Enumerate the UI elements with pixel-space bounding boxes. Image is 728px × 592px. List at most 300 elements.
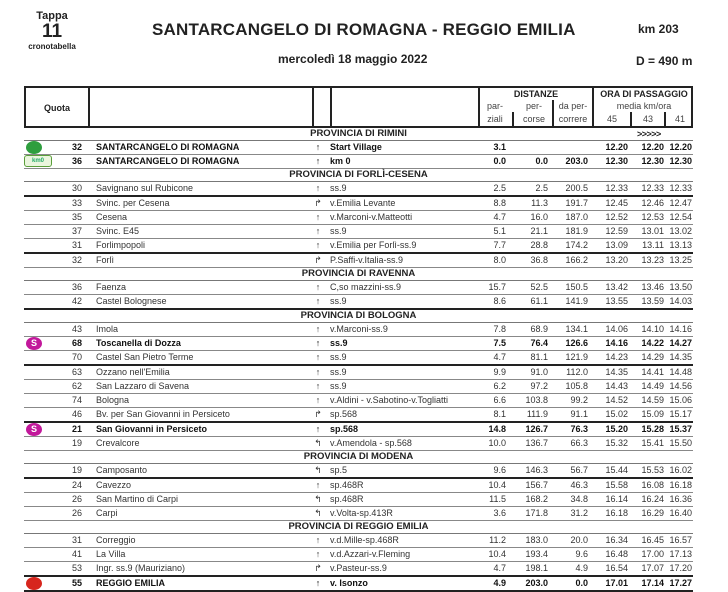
covered-distance: 16.0	[530, 212, 548, 222]
altitude: 31	[71, 535, 82, 545]
time-45kmh: 15.02	[605, 409, 628, 419]
sprint-icon: S	[24, 423, 42, 436]
time-43kmh: 12.46	[641, 198, 664, 208]
remaining-distance: 134.1	[565, 324, 588, 334]
altitude: 36	[71, 156, 82, 166]
col-speed-45: 45	[606, 114, 617, 124]
province-header	[24, 169, 693, 182]
partial-distance: 8.1	[493, 409, 506, 419]
province-label: PROVINCIA DI BOLOGNA	[300, 310, 417, 321]
stage-badge	[20, 10, 84, 51]
covered-distance: 203.0	[525, 578, 548, 588]
altitude: 53	[71, 563, 82, 573]
col-parziali-1: par-	[486, 101, 503, 111]
road-name: ss.9	[330, 352, 347, 362]
province-label: PROVINCIA DI MODENA	[303, 451, 414, 462]
table-row	[24, 394, 693, 408]
table-row	[24, 534, 693, 548]
direction-icon: ↑	[315, 240, 321, 250]
covered-distance: 76.4	[530, 338, 548, 348]
altitude: 55	[71, 578, 82, 588]
location-name: Faenza	[96, 282, 127, 292]
direction-icon: ↰	[314, 494, 322, 504]
table-row	[24, 380, 693, 394]
time-45kmh: 14.52	[605, 395, 628, 405]
covered-distance: 81.1	[530, 352, 548, 362]
table-header	[24, 86, 693, 128]
table-row	[24, 295, 693, 310]
table-body	[24, 128, 693, 592]
covered-distance: 183.0	[525, 535, 548, 545]
direction-icon: ↰	[314, 508, 322, 518]
direction-icon: ↑	[315, 424, 321, 434]
time-45kmh: 12.20	[605, 142, 628, 152]
covered-distance: 68.9	[530, 324, 548, 334]
time-41kmh: 14.35	[669, 352, 692, 362]
time-41kmh: 16.02	[669, 465, 692, 475]
time-45kmh: 15.44	[605, 465, 628, 475]
time-41kmh: 14.48	[669, 367, 692, 377]
time-45kmh: 17.01	[605, 578, 628, 588]
col-quota: Quota	[44, 103, 70, 113]
table-row	[24, 211, 693, 225]
stage-date: mercoledì 18 maggio 2022	[278, 52, 428, 66]
location-name: San Martino di Carpi	[96, 494, 179, 504]
partial-distance: 7.5	[493, 338, 506, 348]
road-name: v.Amendola - sp.568	[330, 438, 412, 448]
remaining-distance: 166.2	[565, 255, 588, 265]
altitude: 19	[71, 465, 82, 475]
remaining-distance: 200.5	[565, 183, 588, 193]
direction-icon: ↑	[315, 480, 321, 490]
location-name: Camposanto	[96, 465, 148, 475]
table-row	[24, 408, 693, 423]
road-name: ss.9	[330, 183, 347, 193]
road-name: sp.568	[330, 409, 358, 419]
table-row	[24, 225, 693, 239]
remaining-distance: 126.6	[565, 338, 588, 348]
table-row	[24, 323, 693, 337]
location-name: Cesena	[96, 212, 128, 222]
time-45kmh: 16.18	[605, 508, 628, 518]
covered-distance: 136.7	[525, 438, 548, 448]
road-name: v.Volta-sp.413R	[330, 508, 393, 518]
time-45kmh: 16.34	[605, 535, 628, 545]
remaining-distance: 150.5	[565, 282, 588, 292]
time-41kmh: 12.54	[669, 212, 692, 222]
time-43kmh: 13.23	[641, 255, 664, 265]
time-43kmh: 16.29	[641, 508, 664, 518]
partial-distance: 4.7	[493, 212, 506, 222]
covered-distance: 2.5	[535, 183, 548, 193]
direction-icon: ↰	[314, 465, 322, 475]
direction-icon: ↱	[314, 255, 322, 265]
partial-distance: 9.9	[493, 367, 506, 377]
table-row	[24, 493, 693, 507]
road-name: km 0	[330, 156, 351, 166]
time-45kmh: 12.30	[605, 156, 628, 166]
road-name: sp.468R	[330, 494, 364, 504]
road-name: v.Aldini - v.Sabotino-v.Togliatti	[330, 395, 449, 405]
time-43kmh: 16.24	[641, 494, 664, 504]
remaining-distance: 112.0	[566, 367, 588, 377]
time-43kmh: 16.45	[641, 535, 664, 545]
time-41kmh: 17.20	[669, 563, 692, 573]
time-41kmh: 16.36	[669, 494, 692, 504]
partial-distance: 2.5	[493, 183, 506, 193]
remaining-distance: 76.3	[570, 424, 588, 434]
province-label: PROVINCIA DI RAVENNA	[301, 268, 416, 279]
time-43kmh: 14.10	[641, 324, 664, 334]
time-41kmh: 16.18	[669, 480, 692, 490]
location-name: Forlimpopoli	[96, 240, 146, 250]
time-43kmh: 12.53	[641, 212, 664, 222]
location-name: Svinc. per Cesena	[96, 198, 170, 208]
km0-icon: km0	[24, 155, 42, 168]
table-row	[24, 281, 693, 295]
time-45kmh: 15.32	[605, 438, 628, 448]
altitude: 35	[71, 212, 82, 222]
time-41kmh: 15.50	[669, 438, 692, 448]
partial-distance: 3.6	[493, 508, 506, 518]
altitude: 41	[71, 549, 82, 559]
time-41kmh: 14.16	[669, 324, 692, 334]
remaining-distance: 99.2	[570, 395, 588, 405]
road-name: v. Isonzo	[330, 578, 368, 588]
remaining-distance: 9.6	[575, 549, 588, 559]
covered-distance: 171.8	[525, 508, 548, 518]
direction-icon: ↑	[315, 296, 321, 306]
covered-distance: 146.3	[525, 465, 548, 475]
direction-icon: ↑	[315, 381, 321, 391]
time-41kmh: 17.13	[669, 549, 692, 559]
partial-distance: 7.8	[493, 324, 506, 334]
col-percorse-1: per-	[525, 101, 542, 111]
time-43kmh: 13.11	[642, 240, 664, 250]
time-41kmh: 17.27	[669, 578, 692, 588]
time-45kmh: 14.35	[605, 367, 628, 377]
road-name: C,so mazzini-ss.9	[330, 282, 402, 292]
covered-distance: 91.0	[530, 367, 548, 377]
table-row	[24, 507, 693, 521]
covered-distance: 28.8	[530, 240, 548, 250]
altitude: 26	[71, 508, 82, 518]
covered-distance: 61.1	[530, 296, 548, 306]
direction-icon: ↑	[315, 212, 321, 222]
col-ora-passaggio: ORA DI PASSAGGIO	[600, 89, 688, 99]
time-43kmh: 14.49	[641, 381, 664, 391]
location-name: Svinc. E45	[96, 226, 140, 236]
time-41kmh: 12.20	[669, 142, 692, 152]
location-name: Ingr. ss.9 (Mauriziano)	[96, 563, 186, 573]
road-name: ss.9	[330, 296, 347, 306]
altitude: 36	[71, 282, 82, 292]
remaining-distance: 20.0	[570, 535, 588, 545]
partial-distance: 7.7	[493, 240, 506, 250]
direction-icon: ↑	[315, 282, 321, 292]
road-name: v.d.Azzari-v.Fleming	[330, 549, 411, 559]
location-name: Castel San Pietro Terme	[96, 352, 194, 362]
remaining-distance: 46.3	[570, 480, 588, 490]
time-45kmh: 14.06	[605, 324, 628, 334]
time-41kmh: 13.13	[669, 240, 692, 250]
stage-distance: km 203	[638, 22, 679, 36]
road-name: sp.5	[330, 465, 348, 475]
remaining-distance: 191.7	[565, 198, 588, 208]
altitude: 74	[71, 395, 82, 405]
table-row	[24, 464, 693, 479]
col-parziali-2: ziali	[487, 114, 503, 124]
covered-distance: 103.8	[525, 395, 548, 405]
table-row	[24, 351, 693, 366]
covered-distance: 193.4	[525, 549, 548, 559]
road-name: ss.9	[330, 226, 347, 236]
time-41kmh: 14.03	[669, 296, 692, 306]
stage-number: 11	[41, 21, 63, 42]
altitude: 42	[71, 296, 82, 306]
remaining-distance: 56.7	[570, 465, 588, 475]
partial-distance: 10.0	[488, 438, 506, 448]
altitude: 24	[71, 480, 82, 490]
time-45kmh: 16.54	[605, 563, 628, 573]
location-name: Crevalcore	[96, 438, 140, 448]
direction-icon: ↑	[315, 338, 321, 348]
col-distanze: DISTANZE	[513, 89, 559, 99]
direction-icon: ↑	[315, 156, 321, 166]
direction-icon: ↑	[315, 142, 321, 152]
remaining-distance: 4.9	[575, 563, 588, 573]
altitude: 31	[71, 240, 82, 250]
covered-distance: 111.9	[526, 409, 548, 419]
remaining-distance: 105.8	[565, 381, 588, 391]
province-header	[24, 310, 693, 323]
location-name: Bv. per San Giovanni in Persiceto	[96, 409, 230, 419]
partial-distance: 11.5	[489, 494, 506, 504]
table-row	[24, 337, 693, 351]
road-name: v.Marconi-ss.9	[330, 324, 388, 334]
time-45kmh: 14.43	[605, 381, 628, 391]
sprint-icon: S	[24, 337, 42, 350]
table-row	[24, 423, 693, 437]
road-name: ss.9	[330, 381, 347, 391]
covered-distance: 52.5	[530, 282, 548, 292]
time-45kmh: 14.16	[605, 338, 628, 348]
location-name: SANTARCANGELO DI ROMAGNA	[96, 142, 240, 152]
time-45kmh: 14.23	[605, 352, 628, 362]
time-43kmh: 13.46	[641, 282, 664, 292]
time-41kmh: 15.17	[669, 409, 692, 419]
col-speed-41: 41	[674, 114, 685, 124]
location-name: Ozzano nell'Emilia	[96, 367, 170, 377]
time-41kmh: 12.30	[669, 156, 692, 166]
time-45kmh: 13.09	[605, 240, 628, 250]
direction-icon: ↰	[314, 438, 322, 448]
stage-label: Tappa	[36, 10, 68, 22]
remaining-distance: 203.0	[565, 156, 588, 166]
time-41kmh: 15.06	[669, 395, 692, 405]
time-41kmh: 12.47	[669, 198, 692, 208]
partial-distance: 8.6	[493, 296, 506, 306]
green-start-icon	[24, 141, 42, 154]
time-45kmh: 16.14	[605, 494, 628, 504]
partial-distance: 10.4	[488, 549, 506, 559]
covered-distance: 126.7	[525, 424, 548, 434]
time-43kmh: 15.09	[641, 409, 664, 419]
covered-distance: 168.2	[525, 494, 548, 504]
stage-subtitle: cronotabella	[28, 42, 76, 51]
road-name: sp.468R	[330, 480, 364, 490]
time-45kmh: 15.58	[605, 480, 628, 490]
covered-distance: 0.0	[535, 156, 548, 166]
partial-distance: 4.9	[493, 578, 506, 588]
time-41kmh: 13.02	[669, 226, 692, 236]
partial-distance: 6.6	[493, 395, 506, 405]
col-media: media km/ora	[616, 101, 672, 111]
direction-icon: ↱	[314, 198, 322, 208]
time-43kmh: 15.41	[641, 438, 664, 448]
table-row	[24, 254, 693, 268]
table-row	[24, 437, 693, 451]
time-43kmh: 14.59	[641, 395, 664, 405]
altitude: 43	[71, 324, 82, 334]
partial-distance: 11.2	[489, 535, 506, 545]
covered-distance: 21.1	[530, 226, 548, 236]
time-41kmh: 16.57	[669, 535, 692, 545]
direction-icon: ↱	[314, 563, 322, 573]
time-43kmh: 13.01	[641, 226, 664, 236]
time-41kmh: 13.50	[669, 282, 692, 292]
remaining-distance: 34.8	[570, 494, 588, 504]
location-name: La Villa	[96, 549, 126, 559]
location-name: Imola	[96, 324, 119, 334]
table-row	[24, 239, 693, 254]
page-title: SANTARCANGELO DI ROMAGNA - REGGIO EMILIA	[152, 20, 576, 39]
location-name: REGGIO EMILIA	[96, 578, 166, 588]
time-43kmh: 17.00	[641, 549, 664, 559]
table-row	[24, 182, 693, 197]
time-45kmh: 12.33	[605, 183, 628, 193]
time-45kmh: 13.55	[605, 296, 628, 306]
timetable	[24, 86, 693, 592]
table-row	[24, 562, 693, 577]
table-row	[24, 141, 693, 155]
direction-icon: ↑	[315, 226, 321, 236]
partial-distance: 14.8	[488, 424, 506, 434]
time-45kmh: 15.20	[605, 424, 628, 434]
altitude: 70	[71, 352, 82, 362]
location-name: Castel Bolognese	[96, 296, 167, 306]
partial-distance: 4.7	[493, 352, 506, 362]
direction-icon: ↑	[315, 549, 321, 559]
road-name: Start Village	[330, 142, 382, 152]
partial-distance: 15.7	[488, 282, 506, 292]
altitude: 68	[71, 338, 82, 348]
covered-distance: 36.8	[530, 255, 548, 265]
time-43kmh: 14.29	[641, 352, 664, 362]
time-43kmh: 14.22	[641, 338, 664, 348]
col-dapercorrere-2: correre	[558, 114, 588, 124]
direction-icon: ↱	[314, 409, 322, 419]
province-label: PROVINCIA DI RIMINI	[310, 128, 407, 139]
col-speed-43: 43	[642, 114, 653, 124]
table-row	[24, 577, 693, 592]
table-row	[24, 197, 693, 211]
location-name: Bologna	[96, 395, 130, 405]
province-header	[24, 128, 693, 141]
remaining-distance: 187.0	[565, 212, 588, 222]
altitude: 46	[71, 409, 82, 419]
location-name: SANTARCANGELO DI ROMAGNA	[96, 156, 240, 166]
partial-distance: 8.8	[493, 198, 506, 208]
province-header	[24, 451, 693, 464]
direction-icon: ↑	[315, 395, 321, 405]
col-percorse-2: corse	[522, 114, 545, 124]
direction-icon: ↑	[315, 324, 321, 334]
altitude: 32	[71, 142, 82, 152]
time-45kmh: 13.42	[605, 282, 628, 292]
location-name: Forlì	[96, 255, 114, 265]
road-name: v.Pasteur-ss.9	[330, 563, 387, 573]
partial-distance: 5.1	[493, 226, 506, 236]
covered-distance: 97.2	[530, 381, 548, 391]
direction-icon: ↑	[315, 367, 321, 377]
road-name: v.Emilia Levante	[330, 198, 396, 208]
altitude: 30	[71, 183, 82, 193]
remaining-distance: 121.9	[565, 352, 588, 362]
province-label: PROVINCIA DI FORLÌ-CESENA	[289, 169, 428, 180]
altitude: 63	[71, 367, 82, 377]
road-name: v.Marconi-v.Matteotti	[330, 212, 413, 222]
time-43kmh: 12.30	[641, 156, 664, 166]
road-name: P.Saffi-v.Italia-ss.9	[330, 255, 404, 265]
road-name: ss.9	[330, 338, 348, 348]
time-45kmh: 12.59	[605, 226, 628, 236]
remaining-distance: 141.9	[565, 296, 588, 306]
altitude: 33	[71, 198, 82, 208]
partial-distance: 4.7	[493, 563, 506, 573]
partial-distance: 6.2	[493, 381, 506, 391]
time-41kmh: 14.27	[669, 338, 692, 348]
altitude: 32	[71, 255, 82, 265]
partial-distance: 3.1	[493, 142, 506, 152]
time-41kmh: 13.25	[669, 255, 692, 265]
location-name: Savignano sul Rubicone	[96, 183, 194, 193]
col-dapercorrere-1: da per-	[558, 101, 588, 111]
chevrons-indicator: >>>>>	[637, 129, 661, 139]
road-name: sp.568	[330, 424, 359, 434]
table-row	[24, 366, 693, 380]
time-41kmh: 16.40	[669, 508, 692, 518]
time-45kmh: 16.48	[605, 549, 628, 559]
location-name: San Lazzaro di Savena	[96, 381, 190, 391]
time-41kmh: 15.37	[669, 424, 692, 434]
remaining-distance: 0.0	[575, 578, 588, 588]
direction-icon: ↑	[315, 352, 321, 362]
altitude: 62	[71, 381, 82, 391]
location-name: Correggio	[96, 535, 136, 545]
covered-distance: 198.1	[525, 563, 548, 573]
location-name: San Giovanni in Persiceto	[96, 424, 208, 434]
direction-icon: ↑	[315, 578, 321, 588]
remaining-distance: 31.2	[570, 508, 588, 518]
partial-distance: 9.6	[493, 465, 506, 475]
remaining-distance: 66.3	[570, 438, 588, 448]
elevation-gain: D = 490 m	[636, 54, 693, 68]
time-43kmh: 12.20	[641, 142, 664, 152]
time-43kmh: 15.53	[641, 465, 664, 475]
finish-icon	[24, 577, 42, 590]
partial-distance: 8.0	[493, 255, 506, 265]
